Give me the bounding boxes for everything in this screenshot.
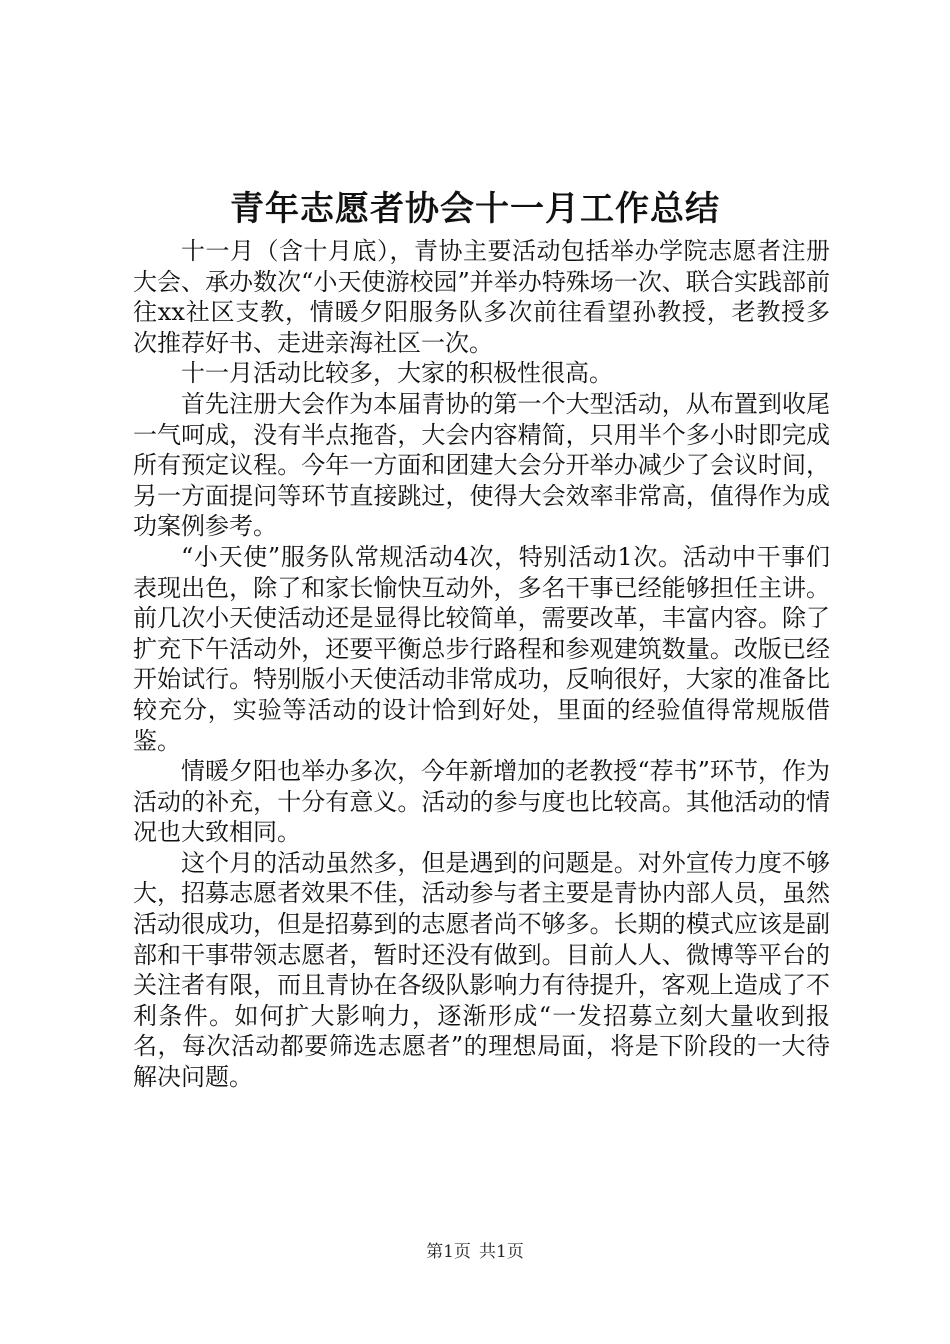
paragraph-1: 十一月（含十月底），青协主要活动包括举办学院志愿者注册大会、承办数次“小天使游校园”并举办特殊场一次、联合实践部前往xx社区支教，情暖夕阳服务队多次前往看望孙教授，老教授多次推荐好书、走进亲海社区一次。 — [133, 237, 830, 357]
page-footer — [0, 1240, 950, 1264]
paragraph-3: 首先注册大会作为本届青协的第一个大型活动，从布置到收尾一气呵成，没有半点拖沓，大会内容精简，只用半个多小时即完成所有预定议程。今年一方面和团建大会分开举办减少了会议时间，另一方面提问等环节直接跳过，使得大会效率非常高，值得作为成功案例参考。 — [133, 389, 830, 541]
paragraph-6: 这个月的活动虽然多，但是遇到的问题是。对外宣传力度不够大，招募志愿者效果不佳，活动参与者主要是青协内部人员，虽然活动很成功，但是招募到的志愿者尚不够多。长期的模式应该是副部和干事带领志愿者，暂时还没有做到。目前人人、微博等平台的关注者有限，而且青协在各级队影响力有待提升，客观上造成了不利条件。如何扩大影响力，逐渐形成“一发招募立刻大量收到报名，每次活动都要筛选志愿者”的理想局面，将是下阶段的一大待解决问题。 — [133, 848, 830, 1092]
paragraph-4: “小天使”服务队常规活动4次，特别活动1次。活动中干事们表现出色，除了和家长愉快互动外，多名干事已经能够担任主讲。前几次小天使活动还是显得比较简单，需要改革，丰富内容。除了扩充下午活动外，还要平衡总步行路程和参观建筑数量。改版已经开始试行。特别版小天使活动非常成功，反响很好，大家的准备比较充分，实验等活动的设计恰到好处，里面的经验值得常规版借鉴。 — [133, 542, 830, 755]
paragraph-2: 十一月活动比较多，大家的积极性很高。 — [181, 359, 613, 388]
document-body — [133, 236, 830, 1093]
page-number: 第1页 — [426, 1242, 471, 1262]
document-title: 青年志愿者协会十一月工作总结 — [230, 189, 720, 229]
page-total: 共1页 — [479, 1242, 524, 1262]
paragraph-5: 情暖夕阳也举办多次，今年新增加的老教授“荐书”环节，作为活动的补充，十分有意义。活动的参与度也比较高。其他活动的情况也大致相同。 — [133, 757, 830, 847]
